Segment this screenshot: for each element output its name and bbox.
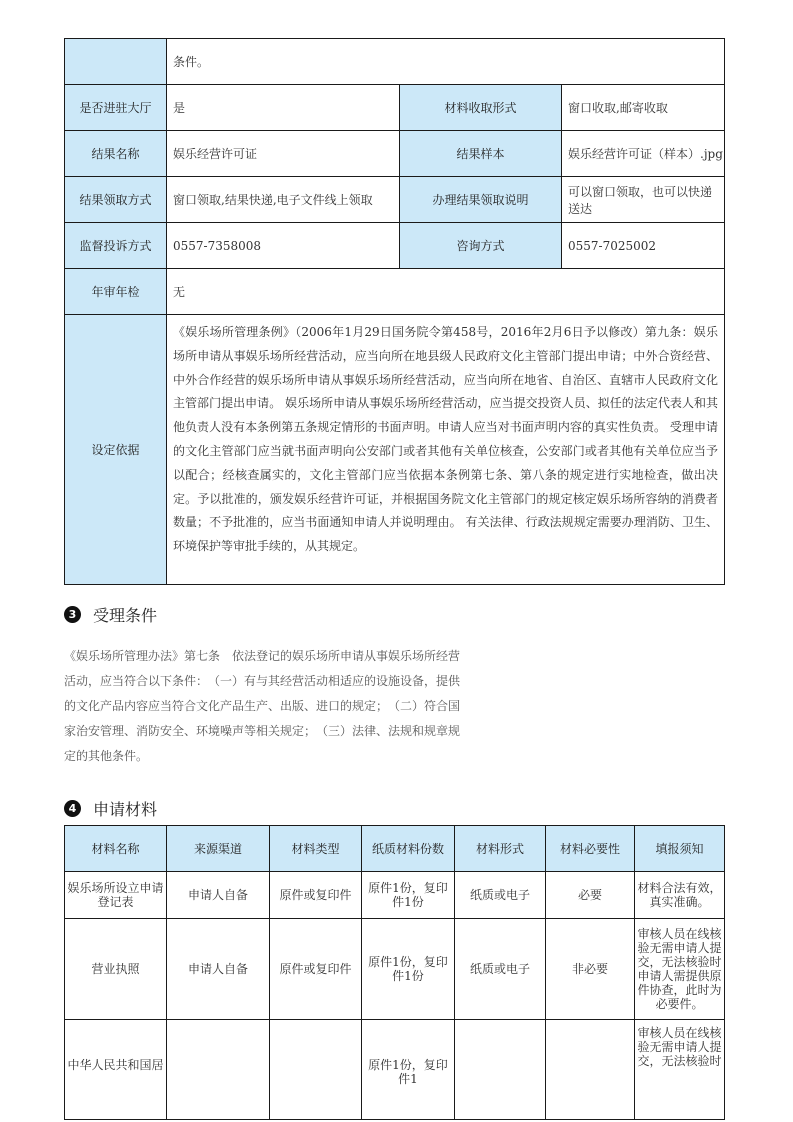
material-source: 申请人自备	[167, 872, 270, 919]
material-collection-value: 窗口收取,邮寄收取	[562, 85, 725, 131]
material-form: 纸质或电子	[455, 872, 546, 919]
table-row	[65, 919, 725, 1020]
hall-label: 是否进驻大厅	[65, 85, 167, 131]
result-sample-label: 结果样本	[400, 131, 562, 177]
result-pickup-label: 结果领取方式	[65, 177, 167, 223]
material-collection-label: 材料收取形式	[400, 85, 562, 131]
material-source: 申请人自备	[167, 919, 270, 1020]
material-name: 营业执照	[65, 919, 167, 1020]
col-header-material-name: 材料名称	[65, 826, 167, 872]
result-sample-link[interactable]: 娱乐经营许可证（样本）.jpg	[562, 131, 725, 177]
material-necessity: 非必要	[546, 919, 635, 1020]
material-notes: 审核人员在线核验无需申请人提交，无法核验时申请人需提供原件协查，此时为必要件。	[635, 919, 725, 1020]
col-header-paper-copies: 纸质材料份数	[362, 826, 455, 872]
result-name-label: 结果名称	[65, 131, 167, 177]
col-header-form: 材料形式	[455, 826, 546, 872]
pickup-note-label: 办理结果领取说明	[400, 177, 562, 223]
service-info-table	[64, 38, 725, 585]
material-copies: 原件1份，复印件1	[362, 1020, 455, 1120]
section-number-icon: 3	[64, 606, 81, 623]
section-3-title: 受理条件	[93, 606, 158, 625]
material-copies: 原件1份，复印件1份	[362, 919, 455, 1020]
legal-basis-label: 设定依据	[65, 315, 167, 585]
material-form: 纸质或电子	[455, 919, 546, 1020]
continued-text: 条件。	[167, 39, 725, 85]
col-header-necessity: 材料必要性	[546, 826, 635, 872]
material-name: 娱乐场所设立申请登记表	[65, 872, 167, 919]
acceptance-conditions-text: 《娱乐场所管理办法》第七条 依法登记的娱乐场所申请从事娱乐场所经营活动，应当符合以下条件： （一）有与其经营活动相适应的设施设备，提供的文化产品内容应当符合文化产品生产、出版、进口的规定； （二）符合国家治安管理、消防安全、环境噪声等相关规定； （三）法律、法规和规章规定的其他条件。	[64, 649, 461, 763]
section-3-heading	[64, 603, 157, 626]
result-pickup-value: 窗口领取,结果快递,电子文件线上领取	[167, 177, 400, 223]
table-row	[65, 1020, 725, 1120]
legal-basis-text: 《娱乐场所管理条例》（2006年1月29日国务院令第458号，2016年2月6日予以修改）第九条：娱乐场所申请从事娱乐场所经营活动，应当向所在地县级人民政府文化主管部门提出申请；中外合资经营、中外合作经营的娱乐场所申请从事娱乐场所经营活动，应当向所在地省、自治区、直辖市人民政府文化主管部门提出申请。 娱乐场所申请从事娱乐场所经营活动，应当提交投资人员、拟任的法定代表人和其他负责人没有本条例第五条规定情形的书面声明。申请人应当对书面声明内容的真实性负责。 受理申请的文化主管部门应当就书面声明向公安部门或者其他有关单位核查，公安部门或者其他有关单位应当予以配合；经核查属实的，文化主管部门应当依据本条例第七条、第八条的规定进行实地检查，做出决定。予以批准的，颁发娱乐经营许可证，并根据国务院文化主管部门的规定核定娱乐场所容纳的消费者数量；不予批准的，应当书面通知申请人并说明理由。 有关法律、行政法规规定需要办理消防、卫生、环境保护等审批手续的，从其规定。	[167, 315, 725, 585]
application-materials-table	[64, 825, 725, 1120]
material-notes: 审核人员在线核验无需申请人提交，无法核验时	[635, 1020, 725, 1120]
hall-value: 是	[167, 85, 400, 131]
continued-label-cell	[65, 39, 167, 85]
material-name: 中华人民共和国居	[65, 1020, 167, 1120]
result-name-value: 娱乐经营许可证	[167, 131, 400, 177]
annual-check-value: 无	[167, 269, 725, 315]
col-header-material-type: 材料类型	[270, 826, 362, 872]
material-form	[455, 1020, 546, 1120]
material-type: 原件或复印件	[270, 919, 362, 1020]
consult-label: 咨询方式	[400, 223, 562, 269]
material-notes: 材料合法有效，真实准确。	[635, 872, 725, 919]
col-header-notes: 填报须知	[635, 826, 725, 872]
consult-phone: 0557-7025002	[562, 223, 725, 269]
section-4-heading	[64, 797, 157, 820]
table-row	[65, 872, 725, 919]
complaint-phone: 0557-7358008	[167, 223, 400, 269]
material-type	[270, 1020, 362, 1120]
material-type: 原件或复印件	[270, 872, 362, 919]
section-number-icon: 4	[64, 800, 81, 817]
material-source	[167, 1020, 270, 1120]
complaint-label: 监督投诉方式	[65, 223, 167, 269]
pickup-note-value: 可以窗口领取，也可以快递送达	[562, 177, 725, 223]
annual-check-label: 年审年检	[65, 269, 167, 315]
col-header-source: 来源渠道	[167, 826, 270, 872]
section-4-title: 申请材料	[93, 800, 158, 819]
material-necessity	[546, 1020, 635, 1120]
material-copies: 原件1份，复印件1份	[362, 872, 455, 919]
material-necessity: 必要	[546, 872, 635, 919]
